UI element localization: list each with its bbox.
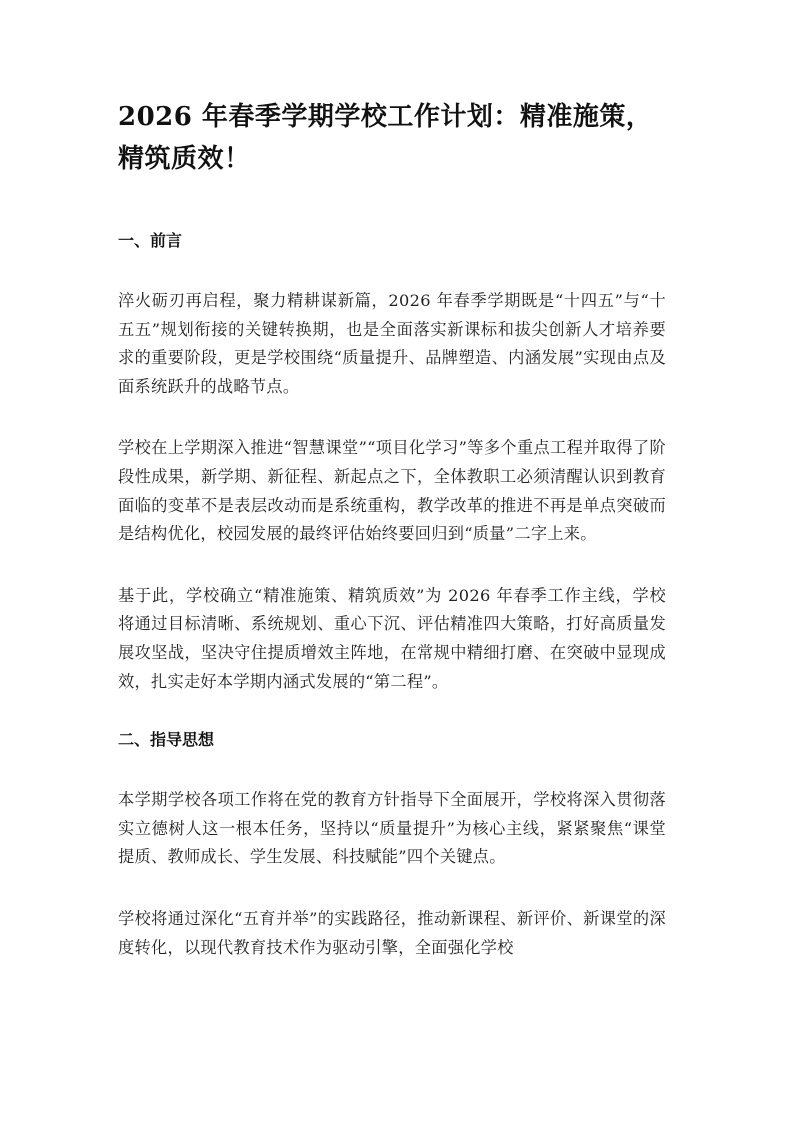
paragraph: 本学期学校各项工作将在党的教育方针指导下全面展开，学校将深入贯彻落实立德树人这一根本任务，坚持以“质量提升”为核心主线，紧紧聚焦“课堂提质、教师成长、学生发展、科技赋能”四个关键点。 [118, 790, 666, 867]
section-preface [118, 230, 666, 696]
document-page [118, 96, 666, 995]
document-title: 2026 年春季学期学校工作计划：精准施策，精筑质效！ [118, 102, 653, 174]
paragraph: 基于此，学校确立“精准施策、精筑质效”为 2026 年春季工作主线，学校将通过目标清晰、系统规划、重心下沉、评估精准四大策略，打好高质量发展攻坚战，坚决守住提质增效主阵地，在常规中精细打磨、在突破中显现成效，扎实走好本学期内涵式发展的“第二程”。 [118, 585, 666, 691]
section-heading-preface: 一、前言 [118, 231, 183, 250]
paragraph: 淬火砺刃再启程，聚力精耕谋新篇，2026 年春季学期既是“十四五”与“十五五”规划衔接的关键转换期，也是全面落实新课标和拔尖创新人才培养要求的重要阶段，更是学校围绕“质量提升、品牌塑造、内涵发展”实现由点及面系统跃升的战略节点。 [118, 291, 666, 396]
section-heading-guiding-ideology: 二、指导思想 [118, 730, 215, 750]
section-guiding-ideology [118, 729, 666, 962]
paragraph: 学校在上学期深入推进“智慧课堂”“项目化学习”等多个重点工程并取得了阶段性成果，新学期、新征程、新起点之下，全体教职工必须清醒认识到教育面临的变革不是表层改动而是系统重构，教学改革的推进不再是单点突破而是结构优化，校园发展的最终评估始终要回归到“质量”二字上来。 [118, 438, 666, 544]
paragraph: 学校将通过深化“五育并举”的实践路径，推动新课程、新评价、新课堂的深度转化，以现代教育技术作为驱动引擎，全面强化学校 [118, 908, 666, 957]
